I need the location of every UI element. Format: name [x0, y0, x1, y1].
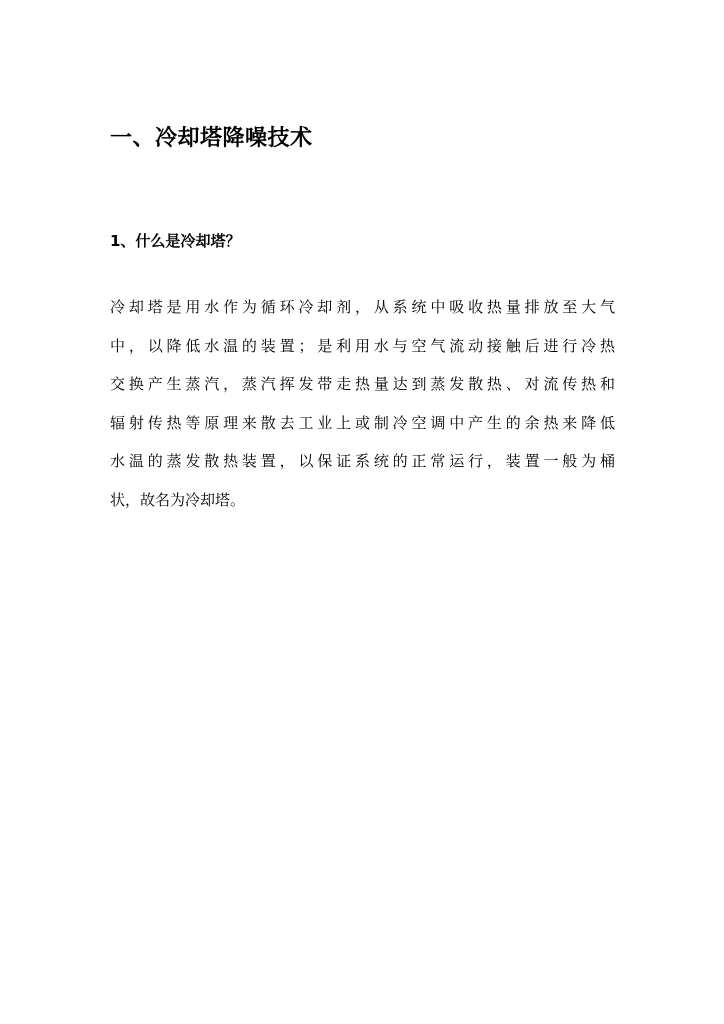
paragraph-line: 辐射传热等原理来散去工业上或制冷空调中产生的余热来降低 — [110, 413, 615, 432]
paragraph-line: 水温的蒸发散热装置，以保证系统的正常运行，装置一般为桶 — [110, 452, 615, 471]
subsection-heading: 1、什么是冷却塔？ — [110, 232, 241, 250]
section-heading: 一、冷却塔降噪技术 — [110, 126, 313, 151]
paragraph-line: 冷却塔是用水作为循环冷却剂，从系统中吸收热量排放至大气 — [110, 298, 615, 316]
body-paragraph — [110, 288, 615, 520]
paragraph-line: 状，故名为冷却塔。 — [110, 490, 246, 509]
paragraph-line: 中，以降低水温的装置；是利用水与空气流动接触后进行冷热 — [110, 336, 615, 355]
paragraph-line: 交换产生蒸汽，蒸汽挥发带走热量达到蒸发散热、对流传热和 — [110, 375, 615, 394]
